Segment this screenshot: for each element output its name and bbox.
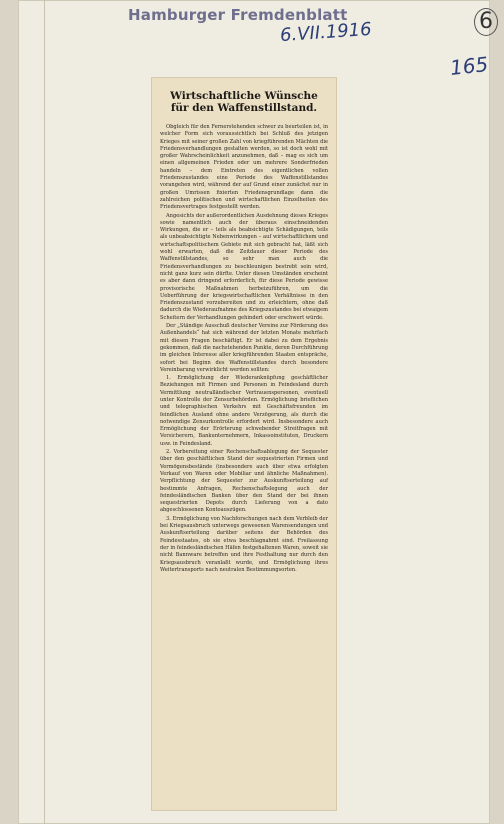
newspaper-clipping bbox=[152, 78, 336, 810]
headline-line-2: für den Waffenstillstand. bbox=[170, 102, 318, 114]
newspaper-stamp: Hamburger Fremdenblatt bbox=[128, 6, 348, 24]
article-paragraph: Obgleich für den Fernerstehenden schwer zu beurteilen ist, in welcher Form sich voraussichtlich bei Schluß des jetzigen Krieges mit seiner großen Zahl von kriegführenden Mächten die Friedensverhandlungen gestalten werden, so ist doch wohl mit großer Wahrscheinlichkeit anzunehmen, daß – mag es sich um einen allgemeinen Frieden oder um mehrere Sonderfrieden handeln – dem Eintreten des eigentlichen vollen Friedenszustandes eine Periode des Waffenstillstandes vorangehen wird, während der auf Grund einer zunächst nur in großen Umrissen fixierten Friedensgrundlage dann die zahlreichen politischen und wirtschaftlichen Einzelheiten des Friedensvertrages festgestellt werden. bbox=[160, 124, 328, 211]
article-headline bbox=[160, 90, 328, 114]
article-paragraph: Angesichts der außerordentlichen Ausdehnung dieses Krieges sowie namentlich auch der überaus einschneidenden Wirkungen, die er – teils als beabsichtigte Schädigungen, teils als unbeabsichtigte Nebenwirkungen – auf wirtschaftlichem und wirtschaftspolitischem Gebiete mit sich gebracht hat, läßt sich wohl erwarten, daß die Zeitdauer dieser Periode des Waffenstillstandes, so sehr man auch die Friedensverhandlungen zu beschleunigen bestrebt sein wird, nicht ganz kurz sein dürfte. Unter diesen Umständen erscheint es aber dann dringend erforderlich, für diese Periode gewisse provisorische Maßnahmen herbeizuführen, um die Ueberführung der kriegswirtschaftlichen Verhältnisse in den Friedenszustand vorzubereiten und zu erleichtern, ohne daß dadurch die Wiederaufnahme des Kriegszustandes bei etwaigem Scheitern der Verhandlungen gehindert oder erschwert würde. bbox=[160, 212, 328, 321]
handwritten-page-number: 6 bbox=[474, 8, 498, 36]
fold-line bbox=[44, 0, 45, 824]
handwritten-date: 6.VII.1916 bbox=[279, 18, 373, 47]
handwritten-folio-number: 165 bbox=[448, 52, 490, 80]
headline-line-1: Wirtschaftliche Wünsche bbox=[170, 90, 318, 102]
article-paragraph: 3. Ermöglichung von Nachforschungen nach dem Verbleib der bei Kriegsausbruch unterwegs gewesenen Warensendungen und Auskunftserteilung darüber seitens der Behörden des Feindesstaates, ob sie etwa beschlagnahmt sind. Freilassung der in feindesländischen Häfen festgehaltenen Waren, soweit sie nicht Bannware betreffen und ihre Festhaltung nur durch den Kriegsausbruch veranlaßt wurde, und Ermöglichung ihres Weitertransports nach neutralen Bestimmungsorten. bbox=[160, 515, 328, 573]
article-paragraph: 1. Ermöglichung der Wiederanknüpfung geschäftlicher Beziehungen mit Firmen und Personen in Feindesland durch Vermittlung neutralländischer Vertrauenspersonen, eventuell unter Kontrolle der Zensurbehörden. Ermöglichung brieflichen und telegraphischen Verkehrs mit Geschäftsfreunden im feindlichen Ausland ohne andere Verzögerung, als durch die notwendige Zensurkontrolle erfordert wird. Insbesondere auch Ermöglichung der Erörterung schwebender Streitfragen mit Versicherern, Bankunternehmern, Inkassoinstituten, Druckern usw. in Feindesland. bbox=[160, 375, 328, 447]
article-body bbox=[160, 124, 328, 574]
article-paragraph: 2. Vorbereitung einer Rechenschaftsablegung der Sequester über den geschäftlichen Stand der sequestrierten Firmen und Vermögensbestände (insbesondere auch über etwa erfolgten Verkauf von Waren oder Mobiliar und ähnliche Maßnahmen). Verpflichtung der Sequester zur Auskunftserteilung auf bestimmte Anfragen, Rechenschaftslegung auch der feindesländischen Banken über den Stand der bei ihnen sequestrierten Depots durch Lieferung von a dato abgeschlossenen Kontoauszügen. bbox=[160, 449, 328, 514]
article-paragraph: Der „Ständige Ausschuß deutscher Vereine zur Förderung des Außenhandels“ hat sich während der letzten Monate mehrfach mit diesen Fragen beschäftigt. Er ist dabei zu dem Ergebnis gekommen, daß die nachstehenden Punkte, deren Durchführung im gleichen Interesse aller kriegführenden Staaten entspräche, sofort bei Beginn des Waffenstillstandes durch besondere Vereinbarung verwirklicht werden sollten: bbox=[160, 323, 328, 373]
